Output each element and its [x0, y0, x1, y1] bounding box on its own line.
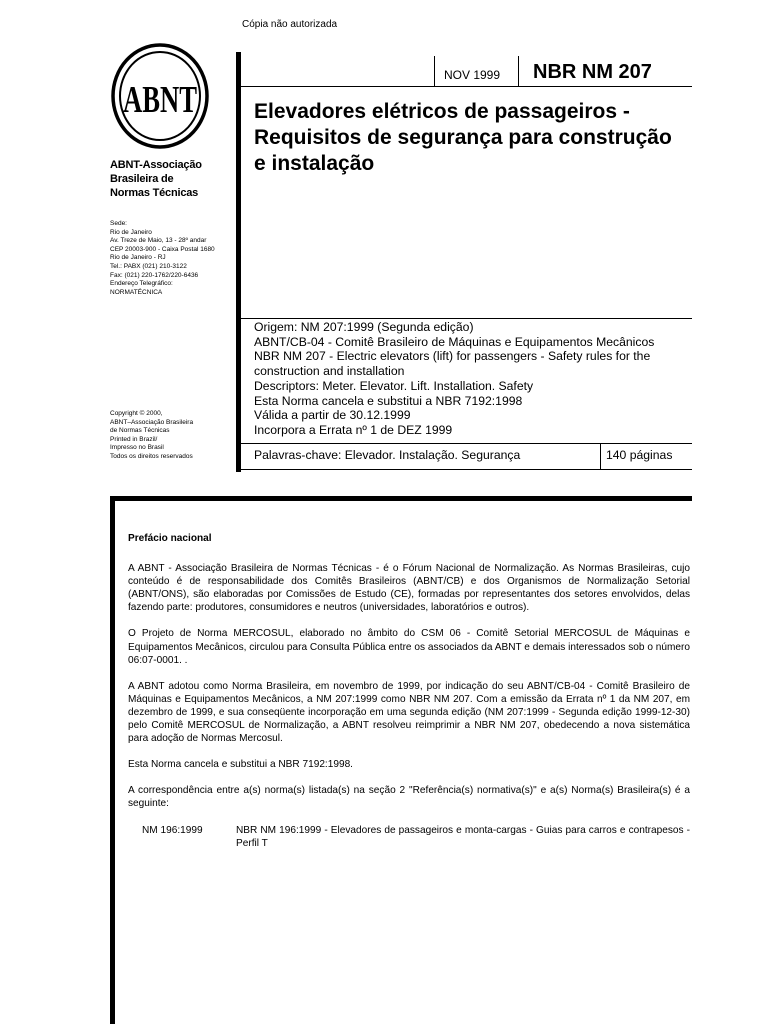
meta-line: ABNT/CB-04 - Comitê Brasileiro de Máquinas e Equipamentos Mecânicos — [254, 334, 655, 349]
copyright-info — [110, 410, 193, 462]
standard-date: NOV 1999 — [444, 68, 501, 82]
reference-code: NM 196:1999 — [142, 824, 203, 836]
code-separator — [518, 56, 519, 86]
meta-line: Esta Norma cancela e substitui a NBR 7192:1998 — [254, 393, 523, 408]
org-name-line: Brasileira de — [110, 173, 174, 185]
organization-name — [110, 158, 202, 200]
date-separator — [434, 56, 435, 86]
preface-paragraph: A correspondência entre a(s) norma(s) listada(s) na seção 2 "Referência(s) normativa(s)" e a(s) Norma(s) Brasileira(s) é a seguinte: — [128, 785, 690, 810]
copyright-line: Printed in Brazil/ — [110, 435, 158, 443]
meta-line: NBR NM 207 - Electric elevators (lift) for passengers - Safety rules for the — [254, 349, 651, 364]
meta-line: Origem: NM 207:1999 (Segunda edição) — [254, 320, 474, 334]
copyright-line: de Normas Técnicas — [110, 427, 170, 435]
meta-line: Válida a partir de 30.12.1999 — [254, 408, 411, 423]
preface-paragraph: A ABNT - Associação Brasileira de Normas Técnicas - é o Fórum Nacional de Normalização. As Normas Brasileiras, cujo conteúdo é de responsabilidade dos Comitês Brasileiros (ABNT/CB) e dos Organismos de Normalização Setorial (ABNT/ONS), são elaboradas por Comissões de Estudo (CE), formadas por representantes dos setores envolvidos, delas fazendo parte: produtores, consumidores e neutros (universidades, laboratórios e outros). — [128, 563, 690, 614]
org-name-line: Normas Técnicas — [110, 187, 199, 199]
org-name-line: ABNT-Associação — [110, 159, 202, 171]
sede-line: Sede: — [110, 220, 127, 227]
sede-line: Fax: (021) 220-1762/220-6436 — [110, 271, 199, 279]
preface-paragraph: A ABNT adotou como Norma Brasileira, em novembro de 1999, por indicação do seu ABNT/CB-04 - Comitê Brasileiro de Máquinas e Equipamentos Mecânicos, a NM 207:1999 como NBR NM 207. Com a emissão da Errata nº 1 da NM 207, em dezembro de 1999, e sua conseqüente incorporação em uma segunda edição (NM 207:1999 - Segunda edição 1999-12-30) pelo Comitê MERCOSUL de Normalização, a ABNT resolveu reimprimir a NBR NM 207, obedecendo a nova sistemática para adoção de Normas Mercosul. — [128, 680, 690, 745]
sede-line: Endereço Telegráfico: — [110, 280, 173, 288]
meta-line: Incorpora a Errata nº 1 de DEZ 1999 — [254, 422, 453, 437]
copyright-line: ABNT–Associação Brasileira — [110, 418, 194, 426]
sede-line: Tel.: PABX (021) 210-3122 — [110, 262, 187, 270]
logo-text: ABNT — [123, 79, 197, 121]
standard-code: NBR NM 207 — [533, 61, 652, 83]
preface-section — [128, 532, 690, 852]
copyright-line: Todos os direitos reservados — [110, 452, 193, 460]
copyright-line: Impresso no Brasil — [110, 444, 164, 452]
body-frame-top-rule — [110, 496, 692, 501]
reference-row — [128, 824, 690, 852]
preface-paragraph: Esta Norma cancela e substitui a NBR 7192:1998. — [128, 759, 353, 771]
unauthorized-copy-notice: Cópia não autorizada — [242, 19, 338, 30]
sede-line: NORMATÉCNICA — [110, 288, 163, 296]
sede-line: CEP 20003-900 - Caixa Postal 1680 — [110, 245, 215, 253]
reference-description: NBR NM 196:1999 - Elevadores de passageiros e monta-cargas - Guias para carros e contrapesos - Perfil T — [236, 824, 690, 849]
headquarters-info — [110, 220, 215, 297]
standard-metadata — [254, 320, 684, 438]
keywords: Palavras-chave: Elevador. Instalação. Segurança — [254, 448, 521, 462]
sede-line: Rio de Janeiro - RJ — [110, 254, 166, 262]
pages-separator — [600, 443, 601, 469]
meta-line: construction and installation — [254, 364, 405, 379]
header-frame-left-rule — [236, 52, 241, 472]
meta-top-rule — [241, 318, 692, 319]
keywords-top-rule — [241, 443, 692, 444]
header-rule — [241, 86, 692, 87]
standard-title: Elevadores elétricos de passageiros - Requisitos de segurança para construção e instalação — [254, 100, 672, 175]
sede-line: Av. Treze de Maio, 13 - 28º andar — [110, 237, 207, 245]
preface-heading: Prefácio nacional — [128, 533, 212, 544]
page-count: 140 páginas — [606, 448, 673, 462]
preface-paragraph: O Projeto de Norma MERCOSUL, elaborado no âmbito do CSM 06 - Comitê Setorial MERCOSUL de Máquinas e Equipamentos Mecânicos, circulou para Consulta Pública entre os associados da ABNT e demais interessados sob o número 06:07-0001. . — [128, 628, 690, 666]
sede-line: Rio de Janeiro — [110, 228, 152, 236]
abnt-logo-icon — [110, 42, 210, 150]
copyright-line: Copyright © 2000, — [110, 410, 163, 417]
meta-line: Descriptors: Meter. Elevator. Lift. Installation. Safety — [254, 378, 534, 393]
keywords-bottom-rule — [241, 469, 692, 470]
body-frame-left-rule — [110, 496, 115, 1024]
